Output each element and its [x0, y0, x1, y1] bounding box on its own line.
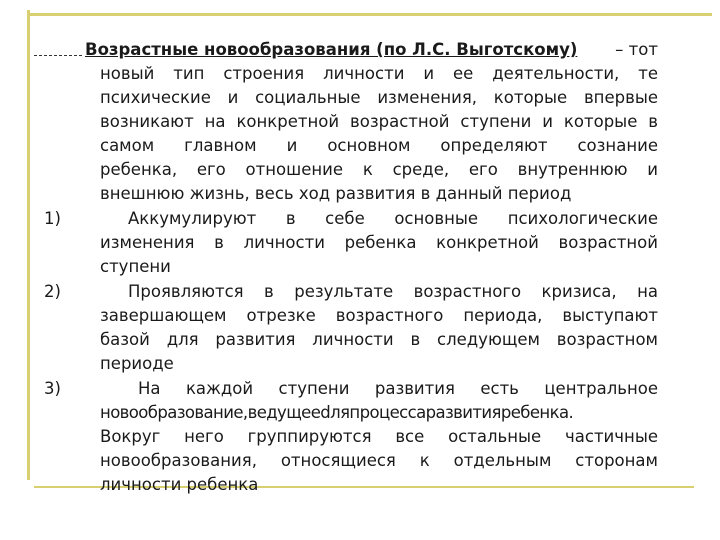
definition-term: Возрастные новообразования (по Л.С. Выготскому) [85, 40, 578, 59]
definition-first-tail: – тот [615, 40, 658, 59]
item-line: личности ребенка [100, 475, 259, 494]
definition-line: ребенка, его отношение к среде, его внутреннюю и [100, 160, 658, 179]
item-line: новообразования, относящиеся к отдельным сторонам [100, 451, 658, 470]
definition-line: возникают на конкретной возрастной ступени и которые в [100, 112, 658, 131]
left-accent-line [27, 10, 30, 480]
definition-heading-row [34, 38, 658, 62]
bullet-dash [34, 38, 82, 56]
item-line: Аккумулируют в себе основные психологические [128, 209, 658, 228]
definition-line: психические и социальные изменения, которые впервые [100, 88, 658, 107]
definition-line: самом главном и основном определяют сознание [100, 136, 658, 155]
definition-line: новый тип строения личности и ее деятельности, те [100, 64, 658, 83]
item-line: Проявляются в результате возрастного кризиса, на [128, 282, 658, 301]
item-number: 2) [44, 282, 61, 301]
item-line: базой для развития личности в следующем возрастном [100, 330, 658, 349]
item-line: периоде [100, 354, 174, 373]
top-accent-line [30, 13, 712, 16]
item-line: ступени [100, 257, 171, 276]
item-line: Вокруг него группируются все остальные частичные [100, 427, 658, 446]
item-number: 1) [44, 209, 61, 228]
definition-line: внешнюю жизнь, весь ход развития в данный период [100, 184, 572, 203]
item-line: завершающем отрезке возрастного периода, выступают [100, 306, 658, 325]
item-line: изменения в личности ребенка конкретной возрастной [100, 233, 658, 252]
item-line: На каждой ступени развития есть центральное [138, 379, 658, 398]
item-number: 3) [44, 379, 61, 398]
item-line: новообразование,ведущееdляпроцессаразвитияребенка. [100, 403, 574, 422]
